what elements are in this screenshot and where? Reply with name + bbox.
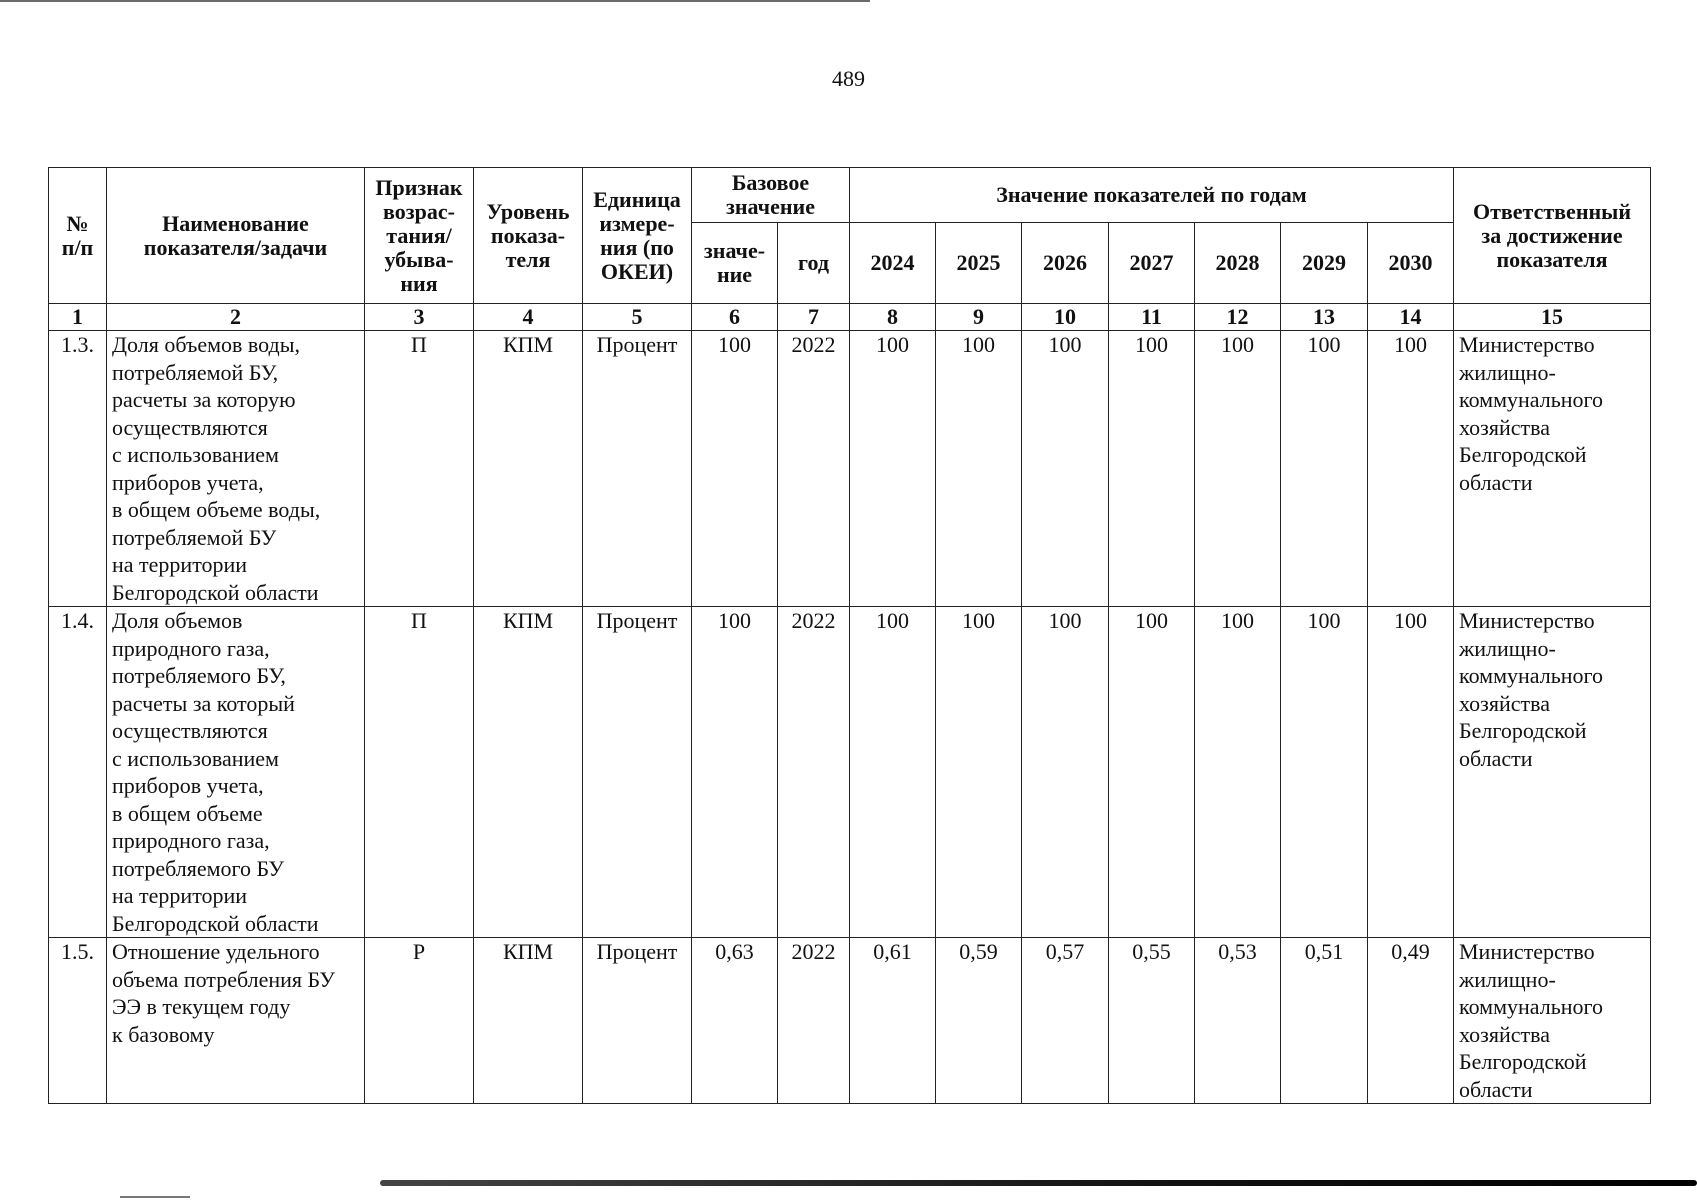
header-responsible: Ответственный за достижение показателя [1454,168,1651,304]
value-2028: 0,53 [1195,938,1281,1104]
value-2026: 100 [1022,331,1109,607]
responsible: Министерство жилищно- коммунального хозяйства Белгородской области [1454,331,1651,607]
scan-edge-bottom [380,1180,1697,1186]
value-2029: 100 [1281,331,1368,607]
header-year-2029: 2029 [1281,223,1368,304]
column-number: 10 [1022,304,1109,331]
value-2028: 100 [1195,607,1281,938]
header-name: Наименование показателя/задачи [107,168,365,304]
value-2030: 100 [1368,331,1454,607]
base-value: 100 [692,331,778,607]
header-year-2024: 2024 [850,223,936,304]
trend-sign: Р [365,938,474,1104]
trend-sign: П [365,607,474,938]
base-year: 2022 [778,331,850,607]
indicator-name: Отношение удельного объема потребления БУ ЭЭ в текущем году к базовому [107,938,365,1104]
value-2026: 100 [1022,607,1109,938]
indicator-level: КПМ [474,607,583,938]
base-year: 2022 [778,607,850,938]
header-year-2025: 2025 [936,223,1022,304]
header-years-group: Значение показателей по годам [850,168,1454,223]
unit: Процент [583,938,692,1104]
column-number: 11 [1109,304,1195,331]
indicator-name: Доля объемов природного газа, потребляемого БУ, расчеты за который осуществляются с использованием приборов учета, в общем объеме природного газа, потребляемого БУ на территории Белгородской области [107,607,365,938]
header-base-year: год [778,223,850,304]
base-year: 2022 [778,938,850,1104]
value-2029: 0,51 [1281,938,1368,1104]
value-2025: 0,59 [936,938,1022,1104]
base-value: 100 [692,607,778,938]
indicator-level: КПМ [474,331,583,607]
header-trend: Признак возрас- тания/ убыва- ния [365,168,474,304]
header-year-2028: 2028 [1195,223,1281,304]
column-number: 5 [583,304,692,331]
scan-mark-bottom [120,1196,190,1198]
responsible: Министерство жилищно- коммунального хозяйства Белгородской области [1454,607,1651,938]
value-2027: 100 [1109,607,1195,938]
column-number: 3 [365,304,474,331]
column-number: 12 [1195,304,1281,331]
value-2024: 100 [850,607,936,938]
column-number: 7 [778,304,850,331]
unit: Процент [583,331,692,607]
column-number: 15 [1454,304,1651,331]
scan-edge-top [0,0,870,2]
value-2028: 100 [1195,331,1281,607]
value-2030: 0,49 [1368,938,1454,1104]
column-number: 13 [1281,304,1368,331]
header-level: Уровень показа- теля [474,168,583,304]
column-number: 1 [49,304,107,331]
value-2026: 0,57 [1022,938,1109,1104]
header-base-group: Базовое значение [692,168,850,223]
value-2027: 100 [1109,331,1195,607]
value-2025: 100 [936,607,1022,938]
value-2029: 100 [1281,607,1368,938]
column-number: 14 [1368,304,1454,331]
table-row [49,331,1651,607]
indicator-name: Доля объемов воды, потребляемой БУ, расчеты за которую осуществляются с использованием приборов учета, в общем объеме воды, потребляемой БУ на территории Белгородской области [107,331,365,607]
row-number: 1.5. [49,938,107,1104]
page-number: 489 [832,66,865,91]
indicators-table [48,167,1651,1104]
header-year-2030: 2030 [1368,223,1454,304]
value-2030: 100 [1368,607,1454,938]
table-row [49,938,1651,1104]
value-2024: 100 [850,331,936,607]
column-number: 6 [692,304,778,331]
value-2024: 0,61 [850,938,936,1104]
unit: Процент [583,607,692,938]
header-year-2027: 2027 [1109,223,1195,304]
header-unit: Единица измере- ния (по ОКЕИ) [583,168,692,304]
column-number: 8 [850,304,936,331]
responsible: Министерство жилищно- коммунального хозяйства Белгородской области [1454,938,1651,1104]
row-number: 1.4. [49,607,107,938]
value-2025: 100 [936,331,1022,607]
header-num: № п/п [49,168,107,304]
row-number: 1.3. [49,331,107,607]
indicator-level: КПМ [474,938,583,1104]
header-year-2026: 2026 [1022,223,1109,304]
header-base-value: значе- ние [692,223,778,304]
column-number: 4 [474,304,583,331]
column-number: 9 [936,304,1022,331]
column-number: 2 [107,304,365,331]
trend-sign: П [365,331,474,607]
value-2027: 0,55 [1109,938,1195,1104]
base-value: 0,63 [692,938,778,1104]
table-row [49,607,1651,938]
